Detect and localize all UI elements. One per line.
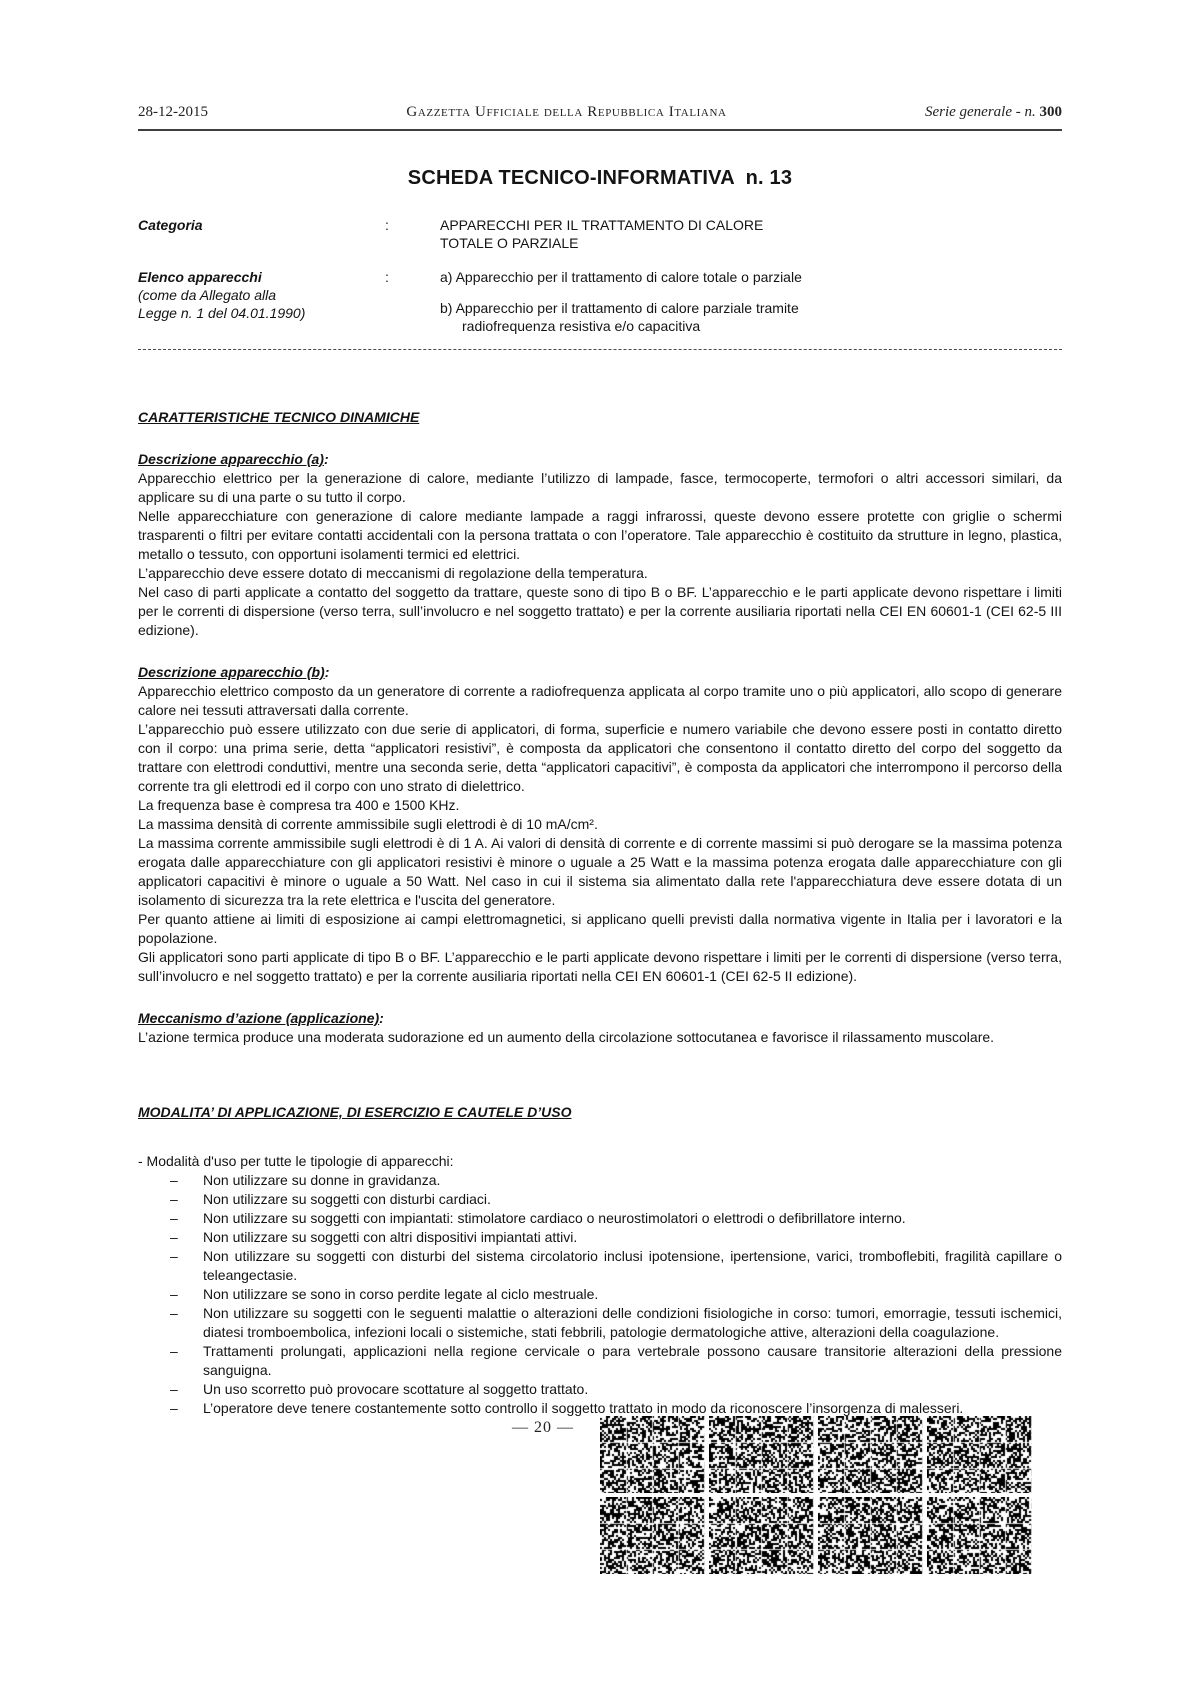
elenco-label: Elenco apparecchi: [138, 269, 262, 285]
document-title: SCHEDA TECNICO-INFORMATIVA n. 13: [407, 167, 793, 189]
paragraph: L’apparecchio può essere utilizzato con due serie di applicatori, di forma, superficie e numero variabile che devono essere posti in contatto diretto con il corpo: una prima serie, detta “applicatori resistivi”, è composta da applicatori che consentono il contatto diretto del corpo del soggetto da trattare con elettrodi conduttivi, mentre una seconda serie, detta “applicatori capacitivi”, è composta da applicatori che interrompono il percorso della corrente tra gli elettrodi ed il corpo con uno strato di dielettrico.: [138, 721, 1062, 794]
subsection-a-colon: :: [323, 451, 329, 467]
dash-marker: –: [170, 1191, 178, 1207]
categoria-value-line: APPARECCHI PER IL TRATTAMENTO DI CALORE: [440, 217, 764, 233]
paragraph: Gli applicatori sono parti applicate di tipo B o BF. L’apparecchio e le parti applicate devono rispettare i limiti per le correnti di dispersione (verso terra, sull’involucro e nel soggetto trattato) e per la corrente ausiliaria riportati nella CEI EN 60601-1 (CEI 62-5 II edizione).: [138, 949, 1062, 984]
paragraph: Per quanto attiene ai limiti di esposizione ai campi elettromagnetici, si applicano quelli previsti dalla normativa vigente in Italia per i lavoratori e la popolazione.: [138, 911, 1062, 946]
elenco-label-col: [138, 268, 385, 322]
signature-noise-block: [709, 1497, 814, 1574]
meccanismo-paragraphs: [138, 1028, 1062, 1047]
list-item-text: Non utilizzare su soggetti con disturbi del sistema circolatorio inclusi ipotensione, ipertensione, varici, tromboflebiti, fragilità capillare o teleangectasie.: [203, 1248, 1062, 1283]
elenco-note-line: (come da Allegato alla: [138, 287, 277, 303]
header-journal-title: Gazzetta Ufficiale della Repubblica Italiana: [406, 104, 727, 120]
page-header: [138, 0, 1062, 121]
subsection-a-heading: [138, 450, 1062, 469]
modalita-list-item: [138, 1171, 1062, 1190]
list-item-text: Non utilizzare su soggetti con impiantati: stimolatore cardiaco o neurostimolatori o elettrodi o defibrillatore interno.: [203, 1210, 906, 1226]
paragraph: Apparecchio elettrico composto da un generatore di corrente a radiofrequenza applicata al corpo tramite uno o più applicatori, allo scopo di generare calore nei tessuti attraversati dalla corrente.: [138, 683, 1062, 718]
dash-marker: –: [170, 1210, 178, 1226]
elenco-note-line: Legge n. 1 del 04.01.1990): [138, 305, 306, 321]
dash-marker: –: [170, 1248, 178, 1264]
modalita-list-item: [138, 1190, 1062, 1209]
elenco-label-note: [138, 286, 385, 322]
list-item-text: Trattamenti prolungati, applicazioni nella regione cervicale o para vertebrale possono causare transitorie alterazioni della pressione sanguigna.: [203, 1343, 1062, 1378]
dash-marker: –: [170, 1172, 178, 1188]
list-item-text: Non utilizzare su soggetti con le seguenti malattie o alterazioni delle condizioni fisiologiche in corso: tumori, emorragie, tessuti ischemici, diatesi tromboembolica, infezioni locali o sistemiche, stati febbrili, patologie dermatologiche attive, alterazioni della coagulazione.: [203, 1305, 1062, 1340]
paragraph: L’azione termica produce una moderata sudorazione ed un aumento della circolazione sottocutanea e favorisce il rilassamento muscolare.: [138, 1029, 995, 1045]
signature-noise-block: [709, 1416, 814, 1493]
section-heading-caratteristiche: CARATTERISTICHE TECNICO DINAMICHE: [138, 409, 420, 425]
signature-noise-block: [600, 1497, 705, 1574]
signature-noise-grid: [600, 1416, 1032, 1574]
subsection-a-paragraphs: [138, 469, 1062, 640]
header-series: [925, 104, 1062, 121]
modalita-list-item: [138, 1209, 1062, 1228]
dashed-separator: [138, 349, 1062, 350]
signature-noise-block: [927, 1497, 1032, 1574]
signature-noise-block: [818, 1497, 923, 1574]
section-heading-modalita: MODALITA’ DI APPLICAZIONE, DI ESERCIZIO E CAUTELE D’USO: [138, 1104, 572, 1120]
paragraph: Nelle apparecchiature con generazione di calore mediante lampade a raggi infrarossi, queste devono essere protette con griglie o schermi trasparenti o filtri per evitare contatti accidentali con la persona trattata o con l’operatore. Tale apparecchio è costituito da strutture in legno, plastica, metallo o tessuto, con opportuni isolamenti termici ed elettrici.: [138, 508, 1062, 562]
page-number: — 20 —: [512, 1419, 574, 1436]
meccanismo-heading: [138, 1009, 1062, 1028]
categoria-row: [138, 216, 1062, 252]
dash-marker: –: [170, 1343, 178, 1359]
header-date: 28-12-2015: [138, 104, 208, 120]
modalita-list-item: [138, 1247, 1062, 1285]
elenco-row: [138, 268, 1062, 335]
list-item-text: Non utilizzare se sono in corso perdite legate al ciclo mestruale.: [203, 1286, 599, 1302]
elenco-item-b: [440, 299, 1062, 335]
modalita-list: [138, 1171, 1062, 1418]
elenco-item-a: [440, 268, 1062, 286]
signature-noise-block: [927, 1416, 1032, 1493]
subsection-b-paragraphs: [138, 682, 1062, 986]
paragraph: Apparecchio elettrico per la generazione di calore, mediante l’utilizzo di lampade, fasce, termocoperte, termofori o altri accessori similari, da applicare su di una parte o su tutto il corpo.: [138, 470, 1062, 505]
list-item-text: Non utilizzare su soggetti con disturbi cardiaci.: [203, 1191, 491, 1207]
subsection-b-heading: [138, 663, 1062, 682]
info-table: [138, 216, 1062, 335]
dash-marker: –: [170, 1381, 178, 1397]
categoria-label: Categoria: [138, 217, 203, 233]
modalita-intro: - Modalità d'uso per tutte le tipologie di apparecchi:: [138, 1153, 454, 1169]
modalita-list-item: [138, 1380, 1062, 1399]
meccanismo-colon: :: [379, 1010, 384, 1026]
dash-marker: –: [170, 1400, 178, 1416]
elenco-value: [440, 268, 1062, 335]
dash-marker: –: [170, 1229, 178, 1245]
elenco-item-b-line: radiofrequenza resistiva e/o capacitiva: [462, 318, 701, 334]
meccanismo-heading-text: Meccanismo d’azione (applicazione): [138, 1010, 380, 1026]
elenco-item-b-line: b) Apparecchio per il trattamento di calore parziale tramite: [440, 300, 799, 316]
subsection-meccanismo: [138, 1009, 1062, 1047]
header-series-prefix: Serie generale - n.: [924, 104, 1040, 120]
paragraph: L’apparecchio deve essere dotato di meccanismi di regolazione della temperatura.: [138, 565, 648, 581]
signature-noise-block: [818, 1416, 923, 1493]
modalita-list-item: [138, 1304, 1062, 1342]
subsection-descrizione-a: [138, 450, 1062, 640]
subsection-a-heading-text: Descrizione apparecchio (a): [138, 451, 324, 467]
categoria-value: [440, 216, 1062, 252]
list-item-text: Non utilizzare su soggetti con altri dispositivi impiantati attivi.: [203, 1229, 578, 1245]
dash-marker: –: [170, 1286, 178, 1302]
categoria-label-col: [138, 216, 385, 234]
subsection-b-colon: :: [324, 664, 330, 680]
subsection-descrizione-b: [138, 663, 1062, 986]
signature-noise-block: [600, 1416, 705, 1493]
header-rule: [138, 129, 1062, 131]
subsection-b-heading-text: Descrizione apparecchio (b): [138, 664, 325, 680]
paragraph: La massima corrente ammissibile sugli elettrodi è di 1 A. Ai valori di densità di corrente e di corrente massimi si può derogare se la massima potenza erogata dalle apparecchiature con gli applicatori resistivi è minore o uguale a 25 Watt e la massima potenza erogata dalle apparecchiature con gli applicatori capacitivi è minore o uguale a 50 Watt. Nel caso in cui il sistema sia alimentato dalla rete l'apparecchiatura deve essere dotata di un isolamento di sicurezza tra la rete elettrica e l'uscita del generatore.: [138, 835, 1062, 908]
categoria-value-line: TOTALE O PARZIALE: [440, 235, 579, 251]
modalita-list-item: [138, 1228, 1062, 1247]
modalita-list-item: [138, 1285, 1062, 1304]
list-item-text: Non utilizzare su donne in gravidanza.: [203, 1172, 441, 1188]
elenco-colon: :: [385, 269, 389, 285]
dash-marker: –: [170, 1305, 178, 1321]
paragraph: La frequenza base è compresa tra 400 e 1500 KHz.: [138, 797, 460, 813]
categoria-colon: :: [385, 217, 389, 233]
header-series-number: 300: [1039, 104, 1062, 120]
modalita-list-item: [138, 1342, 1062, 1380]
paragraph: La massima densità di corrente ammissibile sugli elettrodi è di 10 mA/cm².: [138, 816, 598, 832]
list-item-text: Un uso scorretto può provocare scottature al soggetto trattato.: [203, 1381, 589, 1397]
elenco-item-a-line: a) Apparecchio per il trattamento di calore totale o parziale: [440, 269, 802, 285]
list-item-text: L’operatore deve tenere costantemente sotto controllo il soggetto trattato in modo da riconoscere l’insorgenza di malesseri.: [203, 1400, 964, 1416]
paragraph: Nel caso di parti applicate a contatto del soggetto da trattare, queste sono di tipo B o BF. L’apparecchio e le parti applicate devono rispettare i limiti per le correnti di dispersione (verso terra, sull’involucro e nel soggetto trattato) e per la corrente ausiliaria riportati nella CEI EN 60601-1 (CEI 62-5 III edizione).: [138, 584, 1062, 638]
